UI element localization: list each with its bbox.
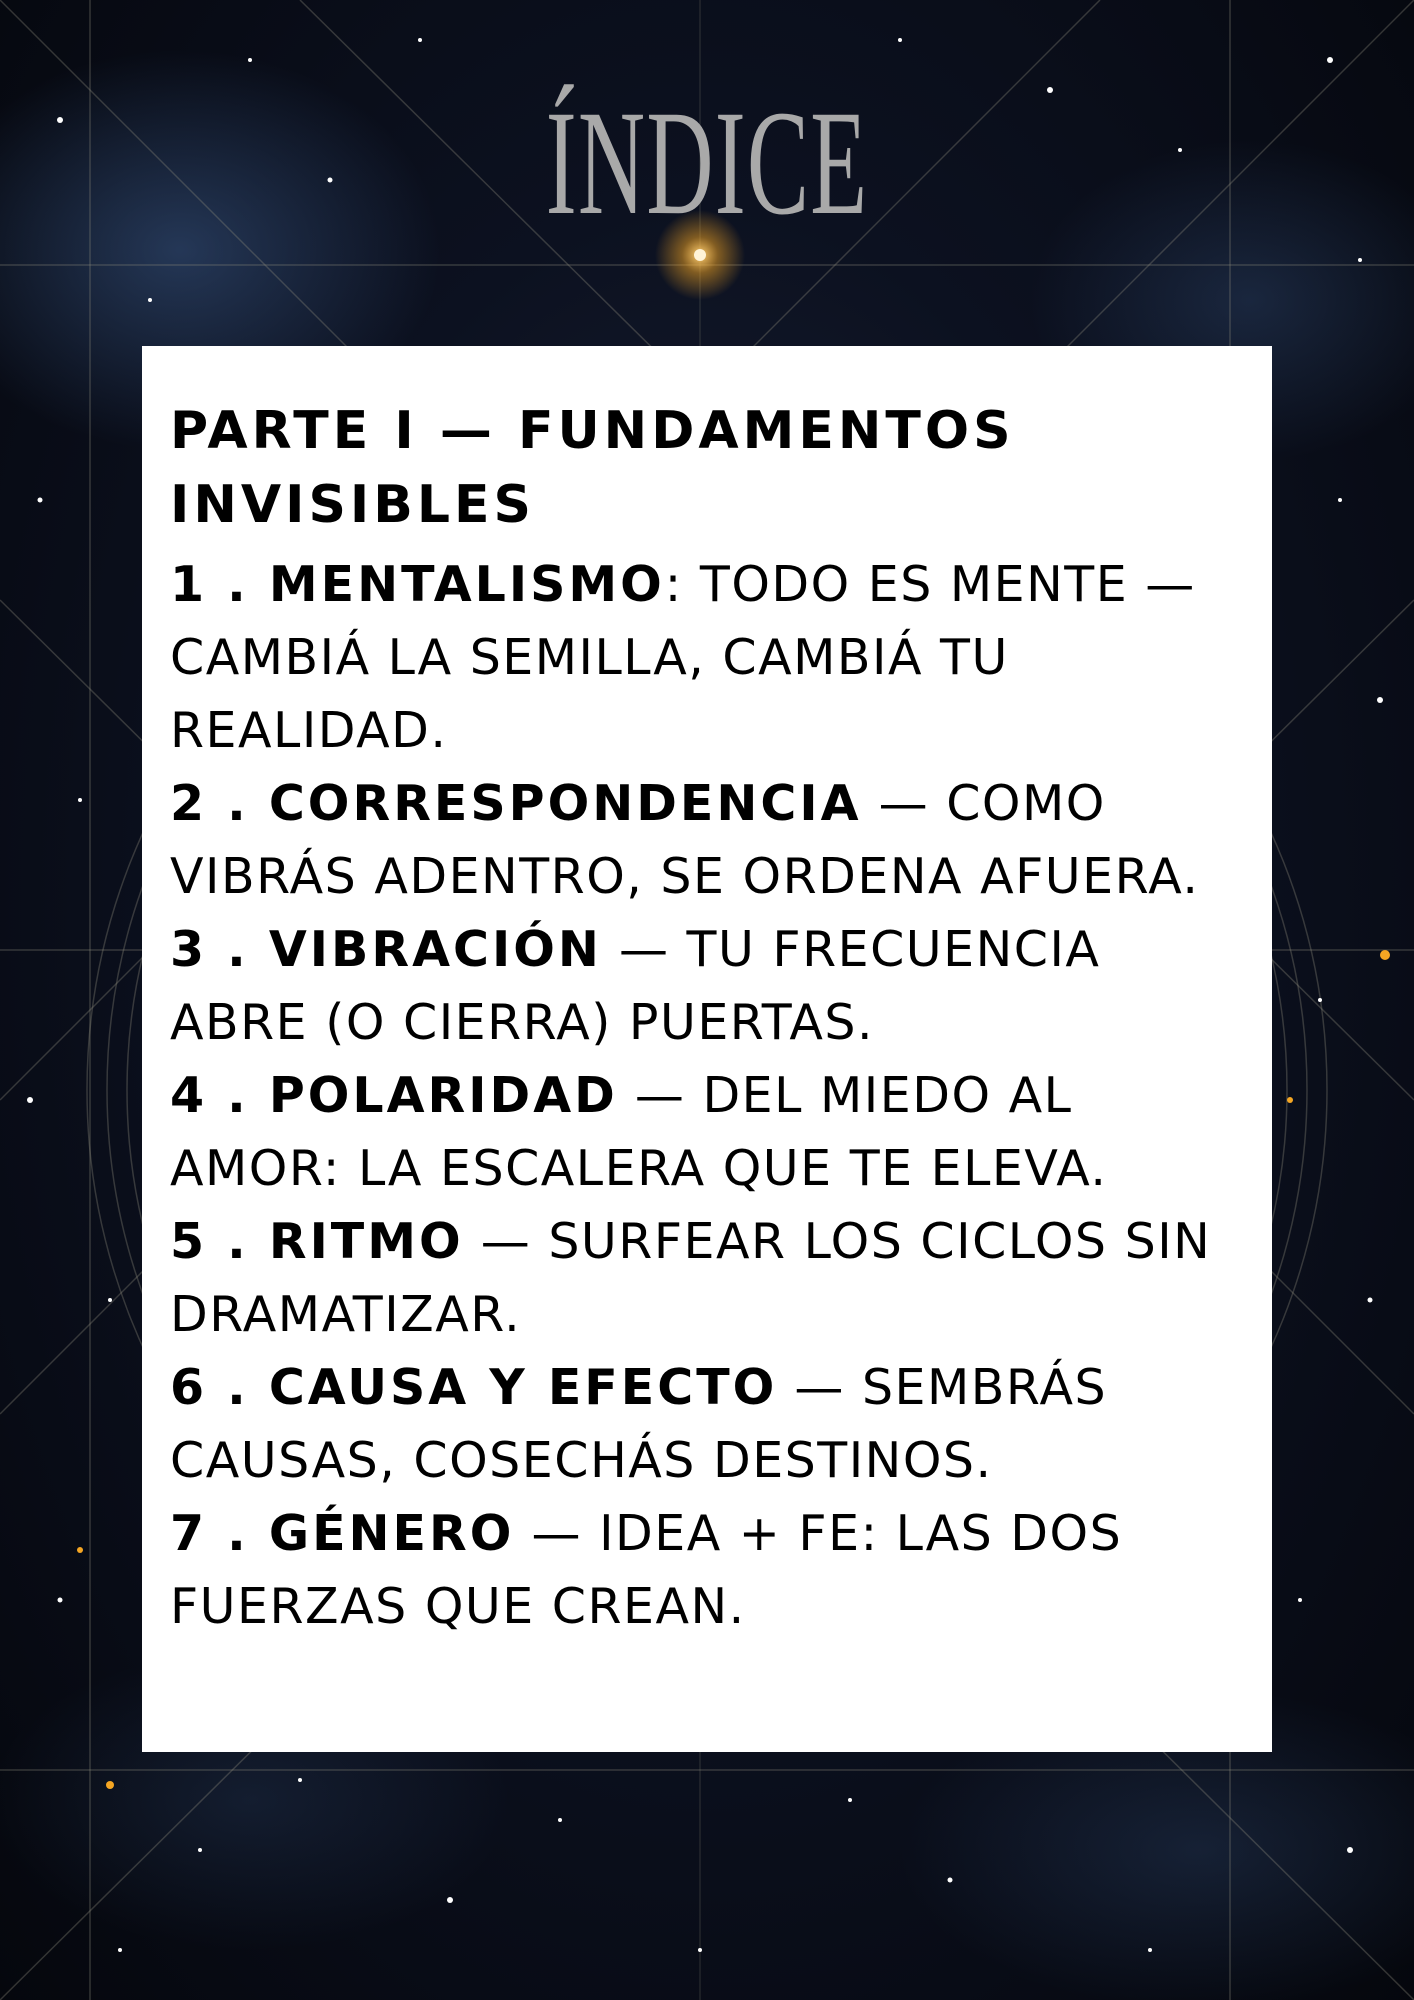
entry-description: TODO ES MENTE — CAMBIÁ LA SEMILLA, CAMBIÁ TU REALIDAD. (170, 556, 1196, 759)
entry-separator: — (634, 1067, 686, 1124)
entry-separator: — (794, 1359, 845, 1416)
index-entry-3 (170, 913, 1246, 1059)
entry-separator: : (664, 556, 683, 613)
index-entry-1 (170, 548, 1246, 767)
entry-number: 5 . (170, 1213, 249, 1270)
index-entry-7 (170, 1497, 1246, 1643)
entry-name: CORRESPONDENCIA (268, 775, 862, 832)
index-card (142, 346, 1272, 1752)
entry-name: POLARIDAD (268, 1067, 618, 1124)
entry-number: 4 . (170, 1067, 249, 1124)
entry-name: RITMO (268, 1213, 464, 1270)
entry-name: MENTALISMO (268, 556, 665, 613)
entry-description: SURFEAR LOS CICLOS SIN DRAMATIZAR. (170, 1213, 1212, 1343)
entry-number: 1 . (170, 556, 249, 613)
entry-number: 3 . (170, 921, 249, 978)
entry-name: GÉNERO (268, 1505, 515, 1562)
entry-name: CAUSA Y EFECTO (268, 1359, 778, 1416)
entry-description: IDEA + FE: LAS DOS FUERZAS QUE CREAN. (170, 1505, 1123, 1635)
entry-separator: — (531, 1505, 582, 1562)
entry-separator: — (878, 775, 930, 832)
entry-number: 2 . (170, 775, 249, 832)
page-title: ÍNDICE (545, 80, 869, 246)
index-entry-5 (170, 1205, 1246, 1351)
entry-description: SEMBRÁS CAUSAS, COSECHÁS DESTINOS. (170, 1359, 1108, 1489)
entry-separator: — (618, 921, 670, 978)
entry-description: DEL MIEDO AL AMOR: LA ESCALERA QUE TE ELEVA. (170, 1067, 1108, 1197)
entry-separator: — (480, 1213, 532, 1270)
index-entry-4 (170, 1059, 1246, 1205)
part-heading-line1: PARTE I — FUNDAMENTOS (170, 401, 1015, 461)
part-heading (170, 394, 1246, 542)
entry-name: VIBRACIÓN (268, 921, 602, 978)
index-entry-2 (170, 767, 1246, 913)
part-heading-line2: INVISIBLES (170, 475, 535, 535)
entry-description: COMO VIBRÁS ADENTRO, SE ORDENA AFUERA. (170, 775, 1200, 905)
index-entry-6 (170, 1351, 1246, 1497)
entry-description: TU FRECUENCIA ABRE (O CIERRA) PUERTAS. (170, 921, 1101, 1051)
entry-number: 7 . (170, 1505, 249, 1562)
entry-number: 6 . (170, 1359, 249, 1416)
